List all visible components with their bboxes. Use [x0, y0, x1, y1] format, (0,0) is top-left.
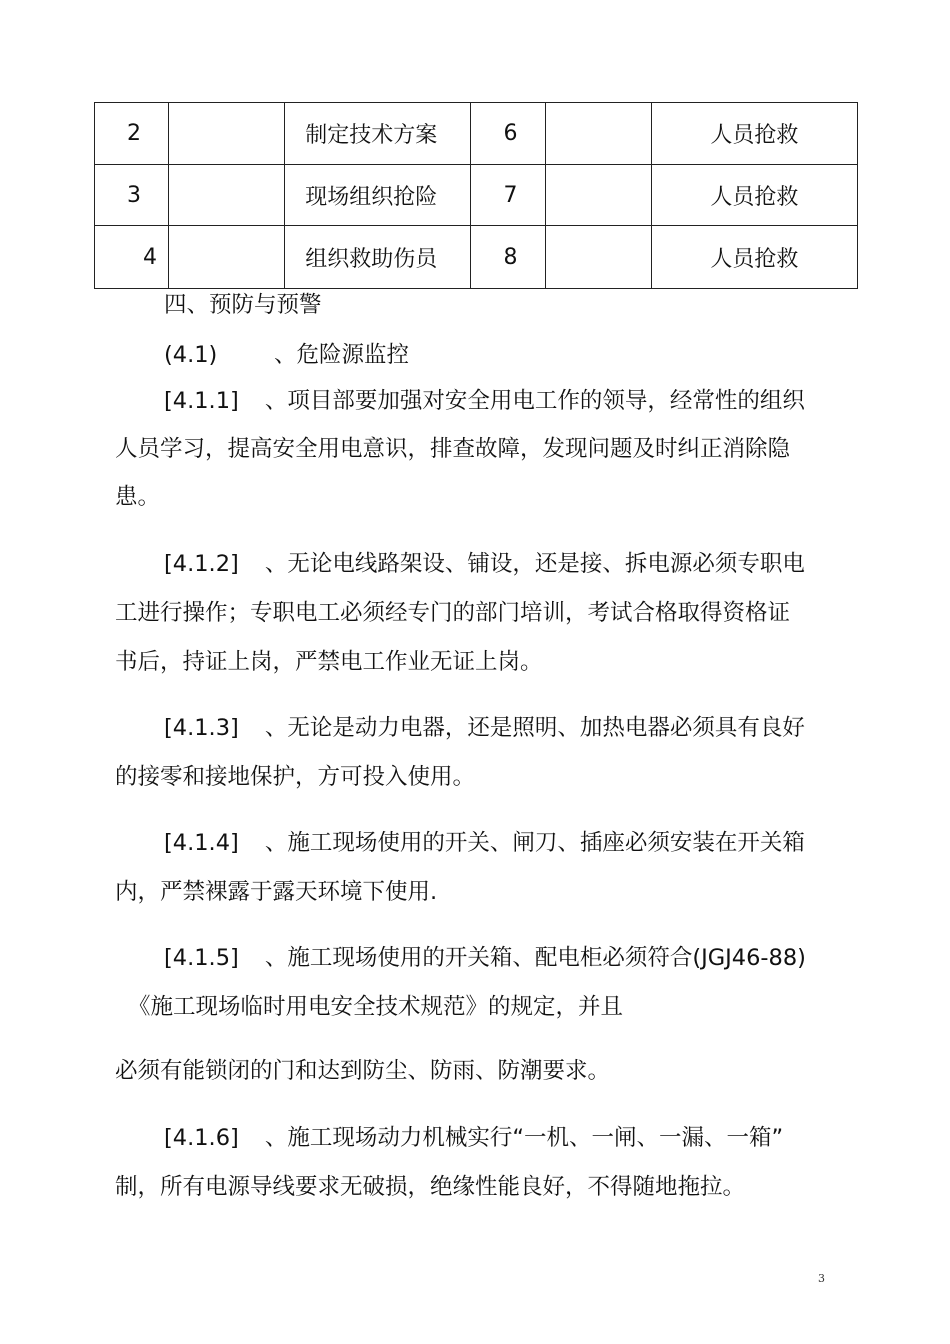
task-cell: 制定技术方案: [285, 103, 471, 165]
role-cell: 人员抢救: [651, 103, 857, 165]
table-row: [95, 165, 858, 226]
paragraph-text: 、施工现场使用的开关箱、配电柜必须符合(JGJ46-88): [264, 945, 806, 971]
task-cell: 现场组织抢险: [285, 165, 471, 226]
blank-cell: [169, 226, 285, 289]
task-cell: 组织救助伤员: [285, 226, 471, 289]
paragraph-tag: [4.1.5]: [164, 945, 239, 971]
table-row: [95, 103, 858, 165]
row-number-cell: 2: [95, 103, 169, 165]
paragraph-text: 、无论电线路架设、铺设，还是接、拆电源必须专职电: [264, 551, 805, 577]
paragraph-text: 、施工现场动力机械实行“一机、一闸、一漏、一箱”: [264, 1125, 784, 1151]
paragraph-line: 制，所有电源导线要求无破损，绝缘性能良好，不得随地拖拉。: [115, 1174, 746, 1200]
paragraph-tag: [4.1.3]: [164, 715, 239, 741]
paragraph-line: [164, 1123, 783, 1153]
paragraph-line: [164, 943, 806, 973]
row-number-cell-2: 6: [471, 103, 545, 165]
subsection-title: 、危险源监控: [274, 342, 410, 368]
paragraph-line: [164, 713, 805, 743]
blank-cell-2: [545, 165, 651, 226]
paragraph-line: 患。: [115, 484, 161, 510]
duty-table-wrapper: [94, 102, 858, 289]
paragraph-tag: [4.1.4]: [164, 830, 239, 856]
blank-cell-2: [545, 226, 651, 289]
paragraph-line: [164, 828, 805, 858]
paragraph-text: 、项目部要加强对安全用电工作的领导，经常性的组织: [264, 388, 805, 414]
blank-cell: [169, 165, 285, 226]
paragraph-text: 、无论是动力电器，还是照明、加热电器必须具有良好: [264, 715, 805, 741]
paragraph-line: 工进行操作；专职电工必须经专门的部门培训，考试合格取得资格证: [115, 600, 791, 626]
row-number-cell-2: 8: [471, 226, 545, 289]
paragraph-tag: [4.1.1]: [164, 388, 239, 414]
paragraph-text: 、施工现场使用的开关、闸刀、插座必须安装在开关箱: [264, 830, 805, 856]
row-number-cell: 3: [95, 165, 169, 226]
duty-table: [94, 102, 858, 289]
section-title: 四、预防与预警: [164, 292, 322, 318]
row-number-cell-2: 7: [471, 165, 545, 226]
blank-cell-2: [545, 103, 651, 165]
paragraph-line: 书后，持证上岗，严禁电工作业无证上岗。: [115, 649, 543, 675]
subsection-label: (4.1): [164, 342, 218, 368]
paragraph-line: [164, 549, 805, 579]
paragraph-line: 的接零和接地保护，方可投入使用。: [115, 764, 476, 790]
paragraph-line: 《施工现场临时用电安全技术规范》的规定，并且: [128, 994, 624, 1020]
page-number: 3: [818, 1272, 825, 1285]
role-cell: 人员抢救: [651, 165, 857, 226]
paragraph-tag: [4.1.2]: [164, 551, 239, 577]
blank-cell: [169, 103, 285, 165]
paragraph-tag: [4.1.6]: [164, 1125, 239, 1151]
table-row: [95, 226, 858, 289]
paragraph-line: [164, 386, 805, 416]
paragraph-line: 必须有能锁闭的门和达到防尘、防雨、防潮要求。: [115, 1058, 611, 1084]
row-number-cell: 4: [95, 226, 169, 289]
subsection-heading: [164, 340, 409, 370]
role-cell: 人员抢救: [651, 226, 857, 289]
paragraph-line: 内，严禁裸露于露天环境下使用.: [115, 879, 438, 905]
paragraph-line: 人员学习，提高安全用电意识，排查故障，发现问题及时纠正消除隐: [115, 436, 791, 462]
